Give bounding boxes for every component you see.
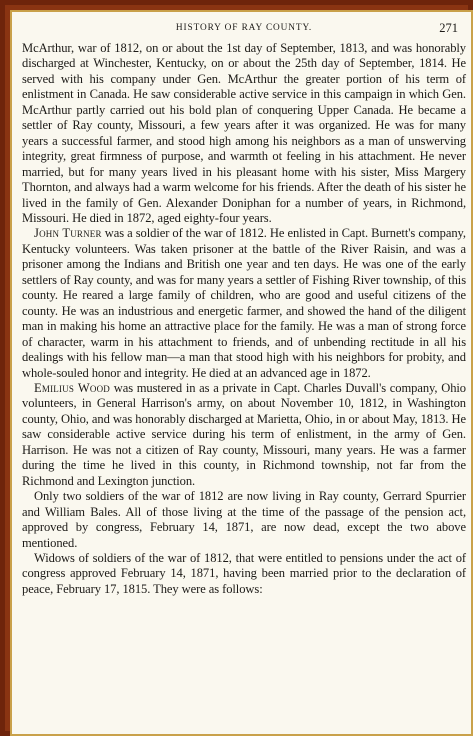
paragraph-text: was a soldier of the war of 1812. He enlisted in Capt. Burnett's company, Kentucky volunteers. Was taken prisoner at the battle of the River Raisin, and was a prisoner among the Indians and British one year and ten days. He was one of the early settlers of Ray county, and was for many years a settler of Fishing River township, of this county. He reared a large family of children, who are good and useful citizens of the county. He was an industrious and energetic farmer, and showed the hand of the diligent man in making his home an attractive place for the family. He was a man of strong force of character, warm in his attachment to friends, and of unbending rectitude in all his dealings with his fellow man—a man that stood high with his neighbors for probity, and whole-souled honor and integrity. He died at an advanced age in 1872. [22, 226, 466, 380]
running-title: HISTORY OF RAY COUNTY. [175, 23, 313, 33]
paragraph-text: McArthur, war of 1812, on or about the 1st day of September, 1813, and was honorably discharged at Winchester, Kentucky, on or about the 25th day of September, 1814. He served with his company under Gen. McArthur the greater portion of his term of enlistment in Canada. He saw considerable active service in this campaign in which Gen. McArthur partly carried out his bold plan of conquering Upper Canada. He became a settler of Ray county, Missouri, a few years after it was organized. He was for many years a successful farmer, and stood high among his neighbors as a man of unswerving integrity, great firmness of purpose, and warmth ot feeling in his attachment. He never married, but for many years lived in his pleasant home with his sister, Miss Margery Thornton, and always had a warm welcome for his friends. After the death of his sister he lived in the family of Gen. Alexander Doniphan for a number of years, in Richmond, Missouri. He died in 1872, aged eighty-four years. [22, 41, 466, 225]
paragraph-lead-name: Emilius Wood [34, 380, 110, 395]
page-header [22, 21, 466, 39]
paragraph-emilius-wood [22, 381, 466, 489]
paragraph-thornton-continued [22, 41, 466, 226]
paragraph-text: was mustered in as a private in Capt. Charles Duvall's company, Ohio volunteers, in General Harrison's army, on about November 10, 1812, in Washington county, Ohio, and was honorably discharged at Marietta, Ohio, in or about May, 1813. He saw considerable active service during his term of enlistment, in the army of Gen. Harrison. He was not a citizen of Ray county, Missouri, many years. He was a farmer during the time he lived in this county, in Richmond township, not far from the Richmond and Lexington junction. [22, 380, 466, 488]
page-number: 271 [439, 21, 458, 35]
paragraph-lead-name: John Turner [34, 226, 102, 241]
body-text [22, 41, 466, 597]
paragraph-surviving-soldiers [22, 489, 466, 551]
paragraph-widows [22, 551, 466, 597]
paragraph-john-turner [22, 226, 466, 381]
paragraph-text: Only two soldiers of the war of 1812 are now living in Ray county, Gerrard Spurrier and William Bales. All of those living at the time of the passage of the pension act, approved by congress, February 14, 1871, are now dead, except the two above mentioned. [22, 489, 466, 550]
paragraph-text: Widows of soldiers of the war of 1812, that were entitled to pensions under the act of congress approved February 14, 1871, having been married prior to the declaration of peace, February 17, 1815. They were as follows: [22, 550, 466, 596]
book-page [22, 21, 466, 729]
page-inner-border [10, 10, 473, 736]
